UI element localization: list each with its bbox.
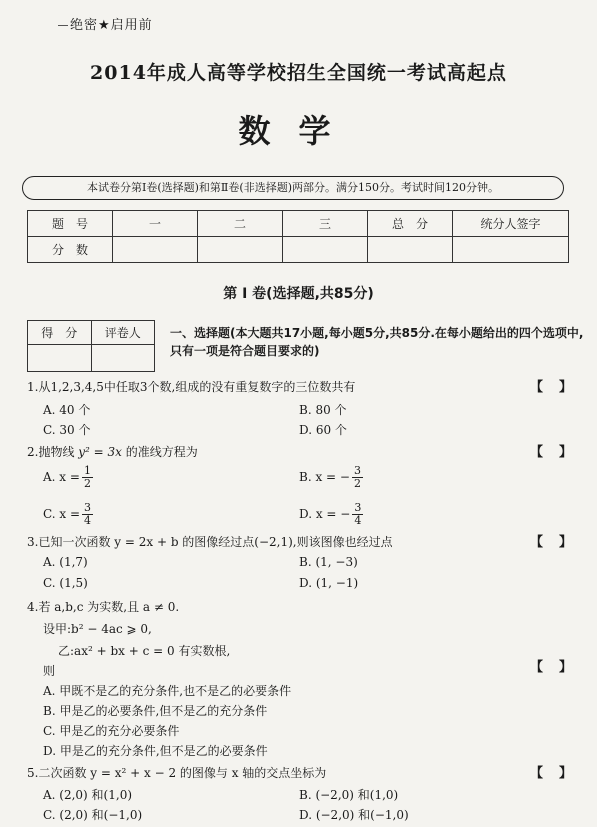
q4-condition-jia: 设甲:b² − 4ac ⩾ 0, bbox=[43, 622, 152, 636]
score-cell[interactable] bbox=[453, 237, 569, 263]
q4-option-a: A. 甲既不是乙的充分条件,也不是乙的必要条件 bbox=[43, 684, 292, 698]
exam-notice: 本试卷分第Ⅰ卷(选择题)和第Ⅱ卷(非选择题)两部分。满分150分。考试时间120分钟。 bbox=[22, 176, 564, 200]
q5-option-b: B. (−2,0) 和(1,0) bbox=[299, 788, 399, 802]
question-5-stem: 5.二次函数 y = x² + x − 2 的图像与 x 轴的交点坐标为 bbox=[27, 766, 327, 780]
q2-option-c bbox=[43, 502, 93, 527]
q2-option-d-fraction bbox=[352, 502, 363, 527]
question-2-stem bbox=[27, 443, 198, 460]
q2-option-d bbox=[299, 502, 363, 527]
denominator: 4 bbox=[354, 514, 362, 527]
q3-option-a: A. (1,7) bbox=[43, 555, 88, 569]
header-cell: 三 bbox=[283, 211, 368, 237]
q1-option-b: B. 80 个 bbox=[299, 403, 347, 417]
grader-score-cell[interactable] bbox=[28, 345, 92, 372]
q2-equation: y² = 3x bbox=[78, 445, 122, 459]
grader-reviewer-cell[interactable] bbox=[91, 345, 155, 372]
score-cell[interactable] bbox=[368, 237, 453, 263]
score-cell[interactable] bbox=[113, 237, 198, 263]
q4-option-c: C. 甲是乙的充分必要条件 bbox=[43, 724, 180, 738]
answer-bracket: 【】 bbox=[530, 660, 589, 675]
header-cell: 二 bbox=[198, 211, 283, 237]
q2-option-c-fraction bbox=[82, 502, 93, 527]
score-table bbox=[27, 210, 569, 263]
question-4-stem: 4.若 a,b,c 为实数,且 a ≠ 0. bbox=[27, 600, 180, 614]
q3-option-b: B. (1, −3) bbox=[299, 555, 358, 569]
answer-bracket: 【】 bbox=[530, 380, 589, 395]
confidential-text: 绝密★启用前 bbox=[70, 18, 153, 33]
q4-condition-yi: 乙:ax² + bx + c = 0 有实数根, bbox=[58, 644, 231, 658]
answer-bracket: 【】 bbox=[530, 766, 589, 781]
header-cell: 一 bbox=[113, 211, 198, 237]
score-table-score-row bbox=[28, 237, 569, 263]
q4-option-d: D. 甲是乙的充分条件,但不是乙的必要条件 bbox=[43, 744, 268, 758]
dash-decoration bbox=[58, 25, 68, 26]
q4-option-b: B. 甲是乙的必要条件,但不是乙的充分条件 bbox=[43, 704, 268, 718]
q1-option-a: A. 40 个 bbox=[43, 403, 91, 417]
grader-reviewer-label: 评卷人 bbox=[91, 321, 155, 345]
section-instructions: 一、选择题(本大题共17小题,每小题5分,共85分.在每小题给出的四个选项中,只有一项是符合题目要求的) bbox=[170, 326, 584, 358]
confidential-mark bbox=[58, 14, 153, 33]
numerator: 3 bbox=[354, 501, 362, 514]
question-1-stem: 1.从1,2,3,4,5中任取3个数,组成的没有重复数字的三位数共有 bbox=[27, 380, 356, 394]
exam-title: 2014年成人高等学校招生全国统一考试高起点 bbox=[90, 62, 507, 84]
header-cell: 总 分 bbox=[368, 211, 453, 237]
numerator: 1 bbox=[83, 464, 91, 477]
score-cell[interactable] bbox=[283, 237, 368, 263]
q5-option-c: C. (2,0) 和(−1,0) bbox=[43, 808, 143, 822]
numerator: 3 bbox=[353, 464, 361, 477]
denominator: 4 bbox=[84, 514, 92, 527]
q2-option-a bbox=[43, 465, 93, 490]
header-cell: 统分人签字 bbox=[453, 211, 569, 237]
score-cell[interactable] bbox=[198, 237, 283, 263]
q5-option-d: D. (−2,0) 和(−1,0) bbox=[299, 808, 409, 822]
q3-option-d: D. (1, −1) bbox=[299, 576, 359, 590]
q2-option-d-label: D. x = − bbox=[299, 507, 351, 521]
q2-option-a-label: A. x = bbox=[43, 470, 80, 484]
grader-score-label: 得 分 bbox=[28, 321, 92, 345]
subject-title: 数学 bbox=[238, 112, 359, 150]
q2-stem-prefix: 2.抛物线 bbox=[27, 445, 79, 459]
header-cell: 题 号 bbox=[28, 211, 113, 237]
q2-option-a-fraction bbox=[82, 465, 93, 490]
q2-option-b-fraction bbox=[352, 465, 363, 490]
q5-option-a: A. (2,0) 和(1,0) bbox=[43, 788, 133, 802]
q2-option-b bbox=[299, 465, 363, 490]
q1-option-d: D. 60 个 bbox=[299, 423, 347, 437]
q3-option-c: C. (1,5) bbox=[43, 576, 88, 590]
score-row-label: 分 数 bbox=[28, 237, 113, 263]
answer-bracket: 【】 bbox=[530, 535, 589, 550]
denominator: 2 bbox=[83, 477, 91, 490]
q2-stem-suffix: 的准线方程为 bbox=[121, 445, 198, 459]
grader-box bbox=[27, 320, 155, 372]
question-3-stem: 3.已知一次函数 y = 2x + b 的图像经过点(−2,1),则该图像也经过点 bbox=[27, 535, 393, 549]
q2-option-c-label: C. x = bbox=[43, 507, 81, 521]
q2-option-b-label: B. x = − bbox=[299, 470, 350, 484]
denominator: 2 bbox=[353, 477, 361, 490]
q4-ze: 则 bbox=[43, 664, 56, 678]
part-title: 第 Ⅰ 卷(选择题,共85分) bbox=[223, 286, 374, 302]
answer-bracket: 【】 bbox=[530, 445, 589, 460]
q1-option-c: C. 30 个 bbox=[43, 423, 91, 437]
score-table-header-row bbox=[28, 211, 569, 237]
numerator: 3 bbox=[84, 501, 92, 514]
